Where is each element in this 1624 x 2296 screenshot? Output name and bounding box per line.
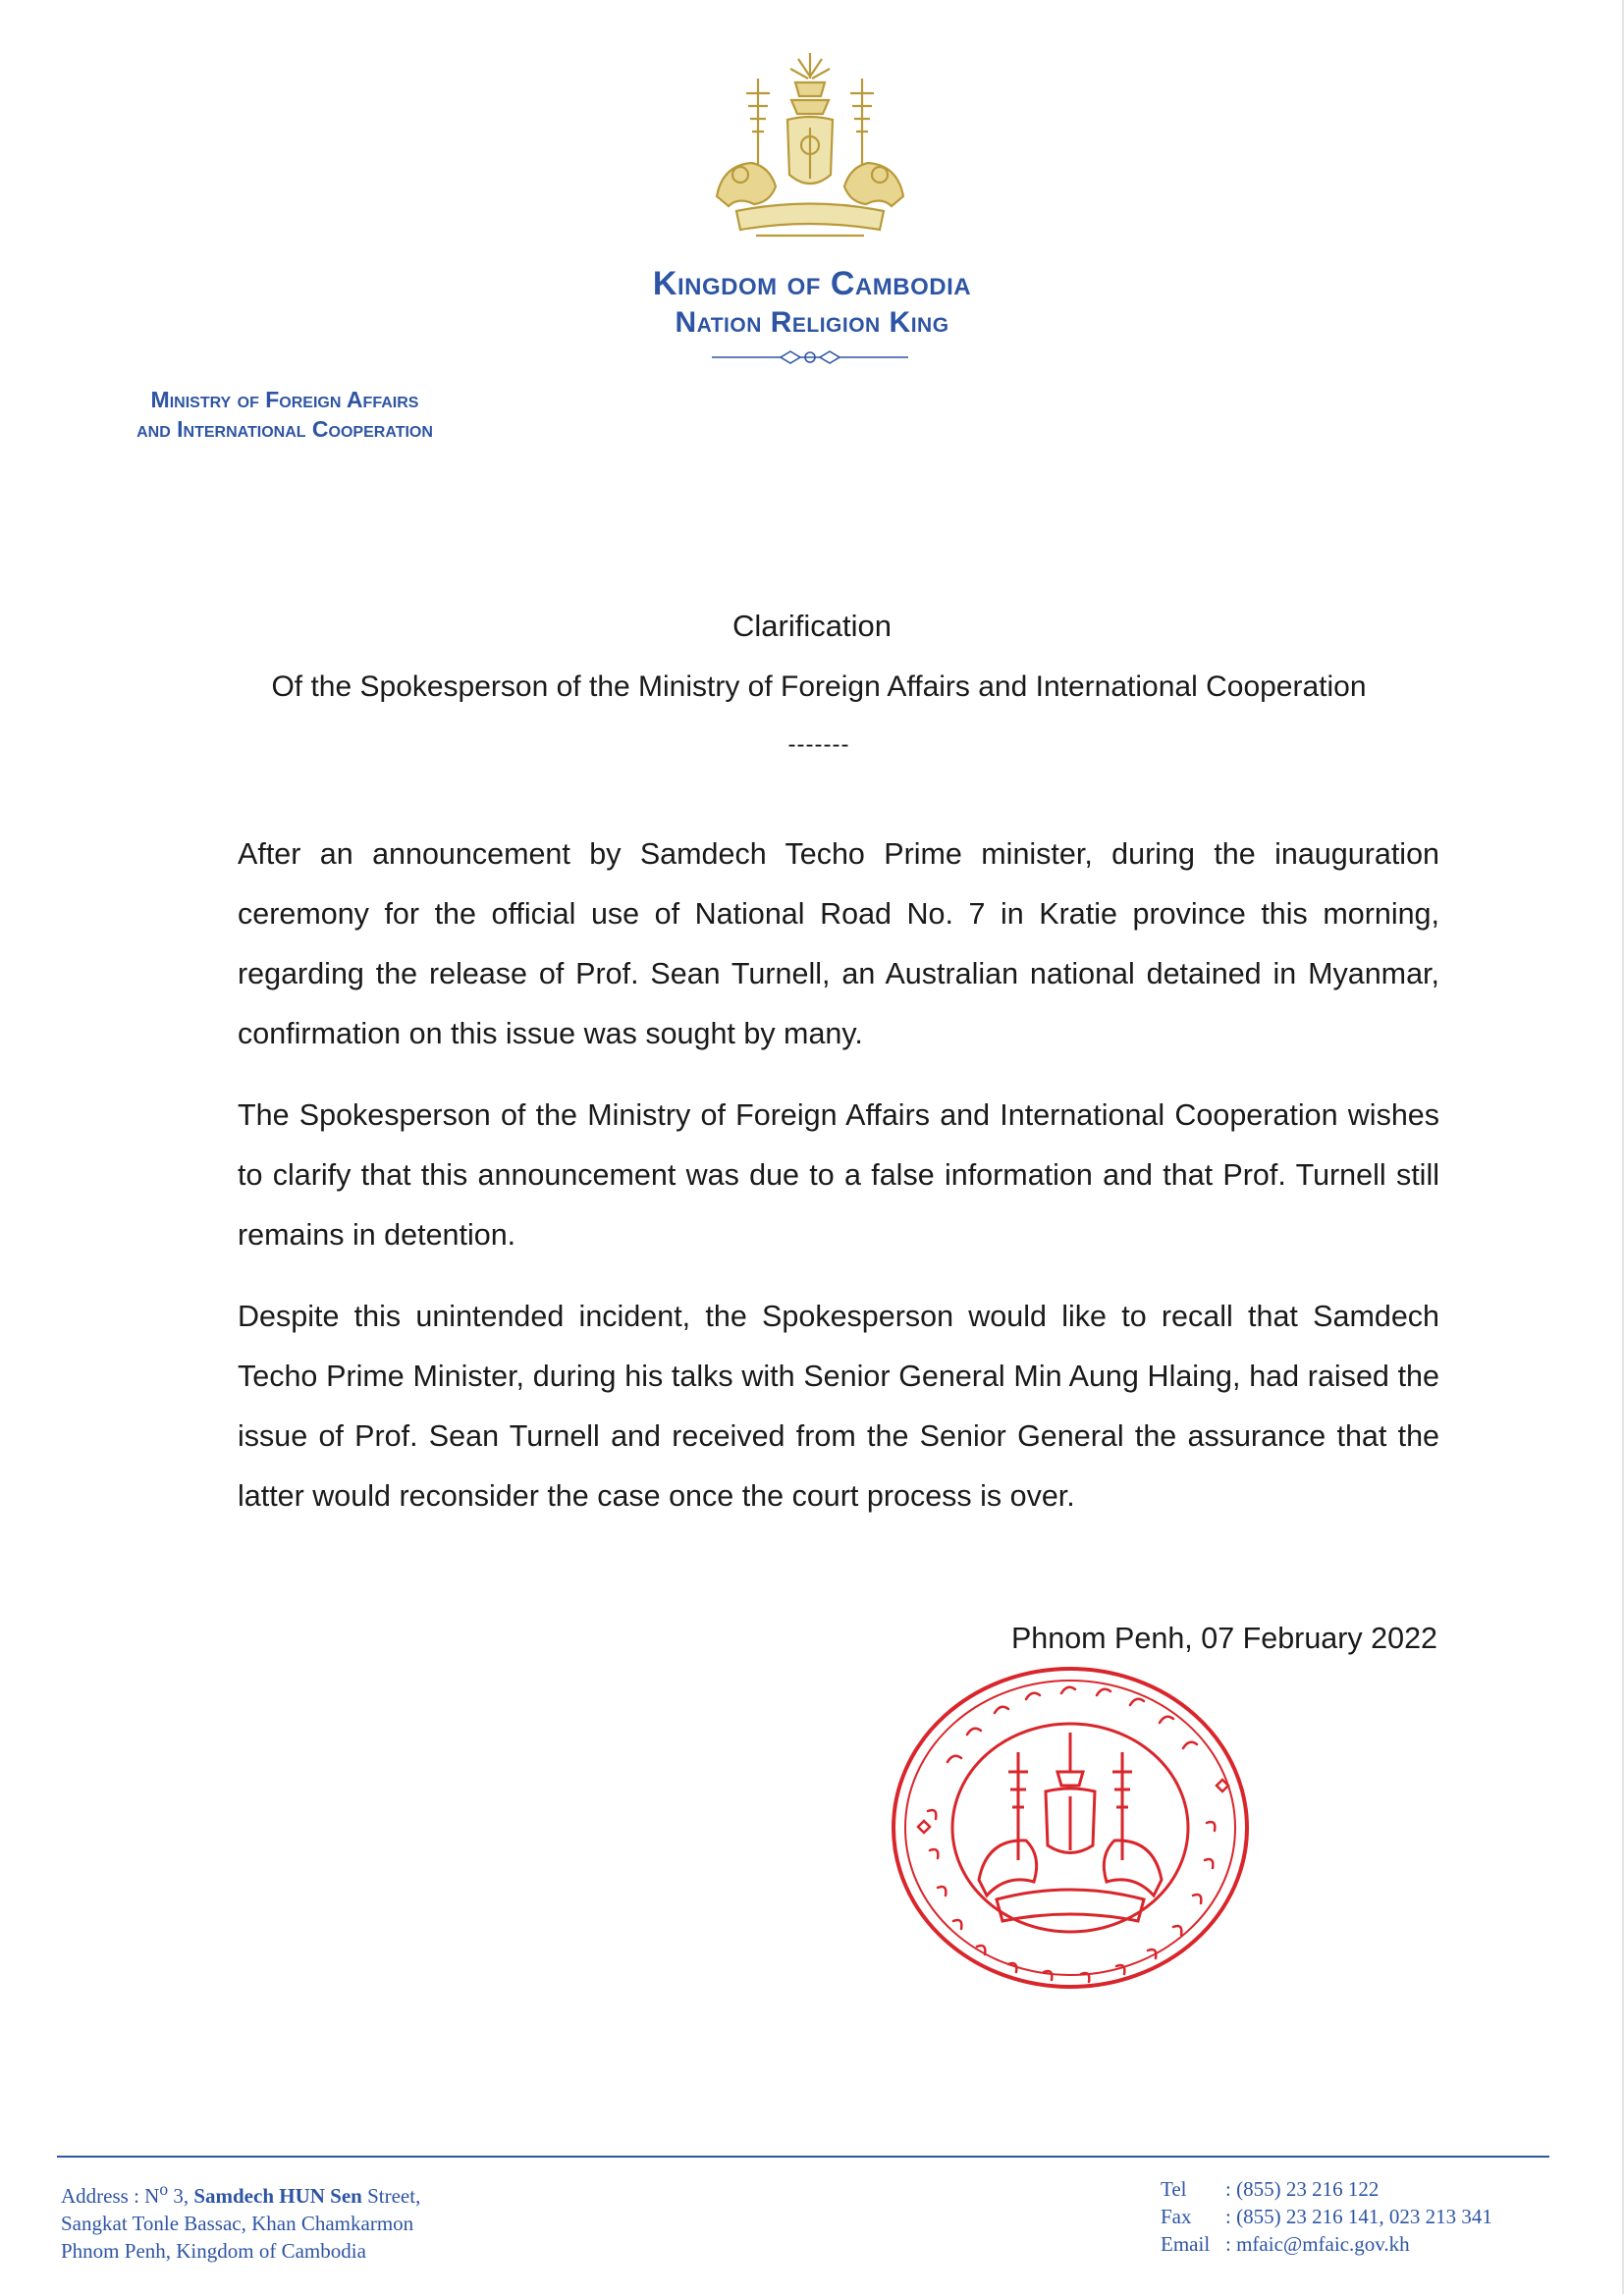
royal-emblem-icon bbox=[697, 49, 923, 245]
footer-divider bbox=[57, 2156, 1549, 2158]
address-number: 3, bbox=[168, 2184, 194, 2208]
ministry-line-2: and International Cooperation bbox=[136, 416, 433, 442]
country-title: Kingdom of Cambodia bbox=[652, 265, 972, 302]
place-and-date: Phnom Penh, 07 February 2022 bbox=[1010, 1622, 1437, 1655]
contact-fax bbox=[1161, 2203, 1492, 2230]
paragraph-2: The Spokesperson of the Ministry of Foreign Affairs and International Cooperation wishes to clarify that this announcement was due to a false information and that Prof. Turnell still remains in detention. bbox=[238, 1098, 1439, 1252]
document-title: Clarification bbox=[732, 609, 892, 643]
address-line-1 bbox=[61, 2175, 420, 2210]
address-line-2: Sangkat Tonle Bassac, Khan Chamkarmon bbox=[61, 2212, 414, 2235]
title-separator: ------- bbox=[787, 731, 850, 758]
contact-email bbox=[1161, 2230, 1492, 2258]
paragraph-1: After an announcement by Samdech Techo Prime minister, during the inauguration ceremony for the official use of National Road No. 7 in Kratie province this morning, regarding the release of Prof. Sean Turnell, an Australian national detained in Myanmar, confirmation on this issue was sought by many. bbox=[238, 837, 1439, 1050]
document-body bbox=[238, 825, 1439, 1548]
tel-label: Tel bbox=[1161, 2177, 1187, 2201]
official-seal-icon bbox=[889, 1664, 1252, 1993]
ministry-name bbox=[59, 385, 511, 444]
address-street-suffix: Street, bbox=[361, 2184, 421, 2208]
tel-value: : (855) 23 216 122 bbox=[1225, 2177, 1380, 2201]
address-number-sup: o bbox=[159, 2179, 169, 2199]
paragraph-3: Despite this unintended incident, the Spokesperson would like to recall that Samdech Techo Prime Minister, during his talks with Senior General Min Aung Hlaing, had raised the issue of Prof. Sean Turnell and received from the Senior General the assurance that the latter would reconsider the case once the court process is over. bbox=[238, 1300, 1439, 1513]
fax-value: : (855) 23 216 141, 023 213 341 bbox=[1225, 2205, 1492, 2228]
address-prefix: Address : N bbox=[61, 2184, 160, 2208]
ministry-line-1: Ministry of Foreign Affairs bbox=[150, 387, 419, 412]
address-street-name: Samdech HUN Sen bbox=[193, 2184, 362, 2208]
contact-tel bbox=[1161, 2175, 1492, 2203]
address-line-3: Phnom Penh, Kingdom of Cambodia bbox=[61, 2239, 366, 2263]
ornament-divider-icon bbox=[712, 347, 908, 367]
email-label: Email bbox=[1161, 2232, 1211, 2256]
fax-label: Fax bbox=[1161, 2205, 1192, 2228]
email-value: : mfaic@mfaic.gov.kh bbox=[1225, 2232, 1410, 2256]
national-motto: Nation Religion King bbox=[675, 306, 949, 339]
footer-contact bbox=[1161, 2175, 1492, 2258]
document-subtitle: Of the Spokesperson of the Ministry of Foreign Affairs and International Cooperation bbox=[271, 670, 1367, 703]
footer-address bbox=[61, 2175, 420, 2265]
